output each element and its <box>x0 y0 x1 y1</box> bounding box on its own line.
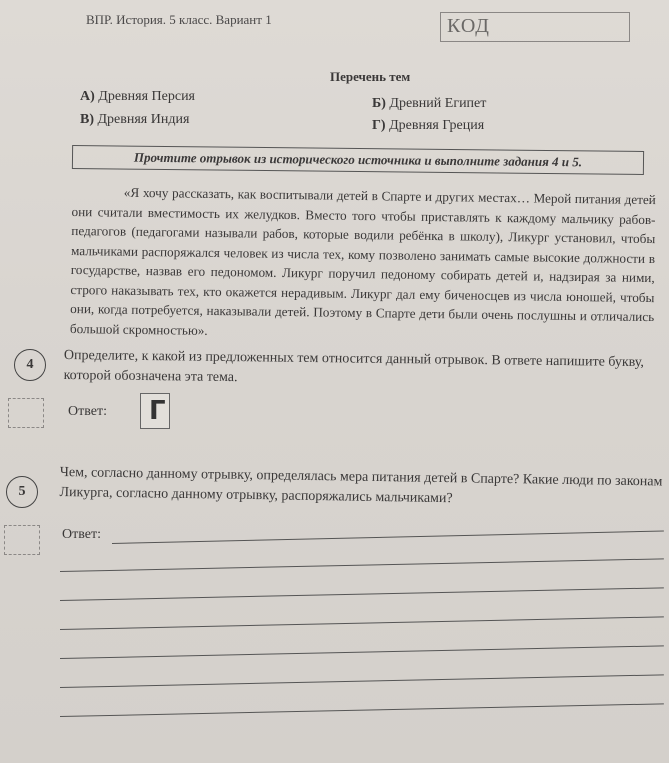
topic-letter: Б) <box>372 96 386 111</box>
topic-letter: Г) <box>372 118 386 133</box>
task-5-question: Чем, согласно данному отрывку, определялась мера питания детей в Спарте? Какие люди по законам Ликурга, согласно данному отрывку, распоряжались мальчиками? <box>59 464 663 507</box>
answer-line[interactable] <box>60 703 664 717</box>
task-5-score-box <box>4 525 40 555</box>
answer-line[interactable] <box>60 558 664 572</box>
topics-title: Перечень тем <box>330 69 411 84</box>
task-4-question: Определите, к какой из предложенных тем относится данный отрывок. В ответе напишите букву, которой обозначена эта тема. <box>63 347 645 386</box>
topic-g <box>372 118 484 134</box>
code-label: КОД <box>447 15 490 37</box>
topic-name: Древняя Греция <box>389 118 485 133</box>
answer-line[interactable] <box>60 587 664 601</box>
task-4-answer-label: Ответ: <box>68 404 107 419</box>
answer-line[interactable] <box>60 616 664 630</box>
task-4-answer-value: Г <box>149 396 166 426</box>
task-4-score-box <box>8 398 44 428</box>
task-number-4: 4 <box>14 349 46 381</box>
topic-name: Древняя Персия <box>98 89 195 104</box>
task-5-answer-label: Ответ: <box>62 527 101 542</box>
topic-letter: А) <box>80 89 95 104</box>
topic-name: Древний Египет <box>389 96 487 111</box>
answer-line[interactable] <box>60 674 664 688</box>
answer-line[interactable] <box>60 645 664 659</box>
instruction-banner: Прочтите отрывок из исторического источника и выполните задания 4 и 5. <box>72 145 644 175</box>
topic-v <box>80 112 189 128</box>
task-4-answer-cell[interactable] <box>140 393 170 429</box>
exam-header: ВПР. История. 5 класс. Вариант 1 <box>86 12 272 27</box>
task-number-5: 5 <box>6 476 38 508</box>
topic-b <box>372 96 486 112</box>
code-field[interactable] <box>440 12 630 42</box>
source-excerpt: «Я хочу рассказать, как воспитывали детей в Спарте и других местах… Мерой питания детей они считали вместимость их желудков. Вместо того чтобы приставлять к каждому мальчику рабов-педагогов (педагогами называли рабов, которые водили ребёнка в школу), Ликург установил, чтобы мальчиками распоряжался человек из числа тех, кому позволено занимать самые высокие должности в государстве, назвав его педономом. Ликург поручил педоному собирать детей и, надзирая за ними, строго наказывать тех, кто окажется нерадивым. Ликург дал ему биченосцев из числа юношей, чтобы они, когда потребуется, наказывали детей. Поэтому в Спарте дети были очень послушны и отличались большой скромностью». <box>69 184 656 338</box>
topic-a <box>80 89 195 105</box>
answer-line[interactable] <box>112 530 664 544</box>
topic-name: Древняя Индия <box>97 112 190 127</box>
topic-letter: В) <box>80 112 94 127</box>
